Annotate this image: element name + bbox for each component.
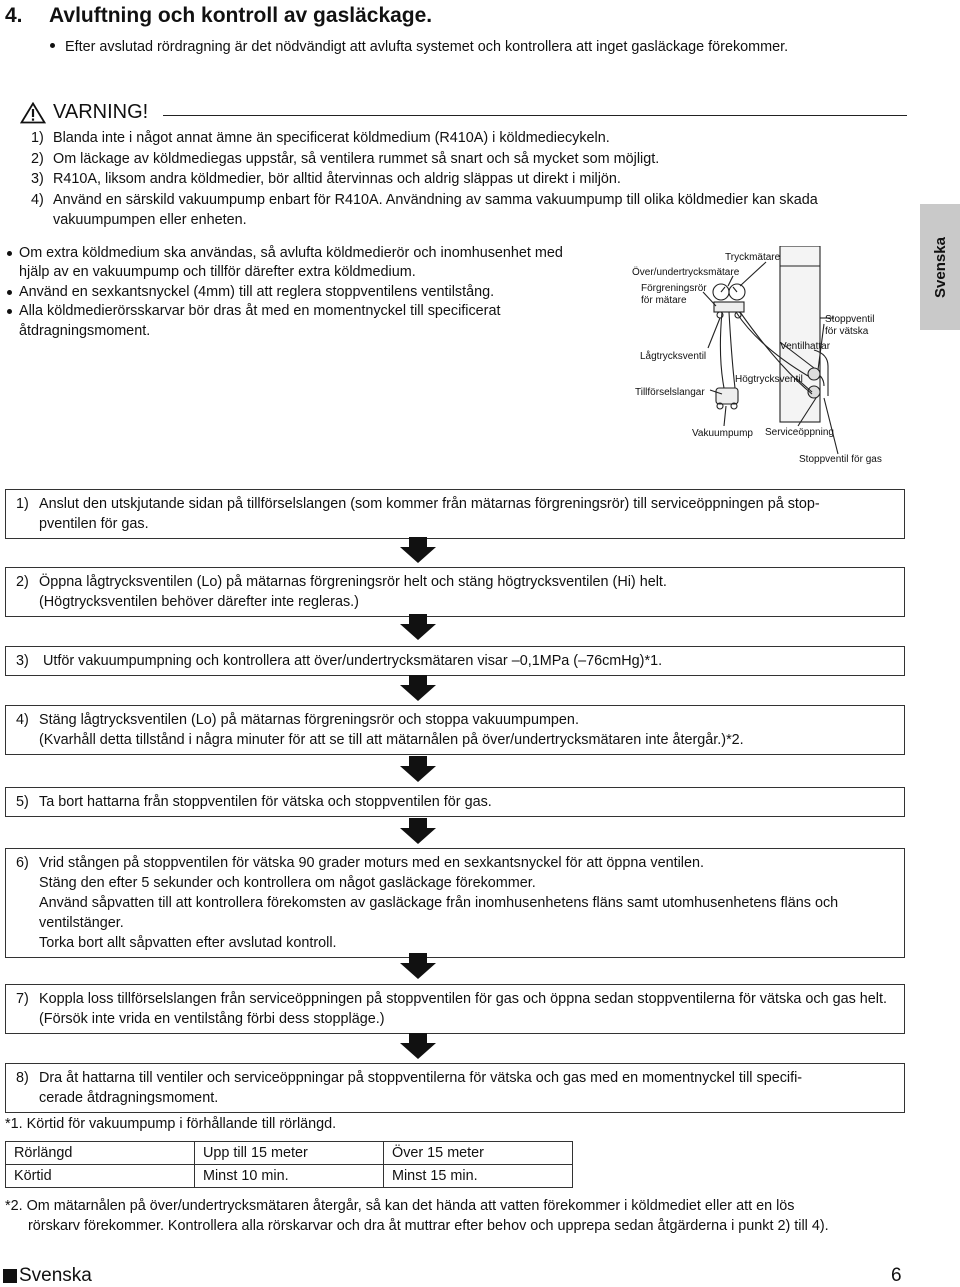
step-line: pventilen för gas. — [39, 516, 149, 532]
warning-item-text: R410A, liksom andra köldmedier, bör alltid återvinnas och aldrig släppas ut direkt i miljön. — [53, 171, 621, 188]
label-stoppventil-for-gas: Stoppventil för gas — [799, 454, 882, 465]
step-line: Stäng lågtrycksventilen (Lo) på mätarnas förgreningsrör och stoppa vakuumpumpen. — [39, 712, 579, 728]
step-row — [16, 1068, 896, 1108]
bullet-icon — [5, 283, 19, 302]
list-item-text: Alla köldmedierörsskarvar bör dras åt med en momentnyckel till specificerat åtdragningsmoment. — [19, 303, 501, 339]
down-arrow-icon — [400, 675, 436, 701]
warning-item — [31, 169, 911, 190]
warning-item-number: 1) — [31, 130, 44, 146]
runtime-table — [5, 1141, 573, 1188]
warning-item-number: 2) — [31, 150, 44, 167]
label-lagtrycksventil: Lågtrycksventil — [640, 351, 707, 362]
warning-heading — [20, 101, 148, 124]
step-row — [16, 651, 896, 671]
section-number: 4. — [5, 4, 23, 27]
footnote-1: *1. Körtid för vakuumpump i förhållande till rörlängd. — [5, 1116, 337, 1132]
down-arrow-icon — [400, 818, 436, 844]
label-for-matare: för mätare — [641, 295, 687, 306]
footnote-2 — [5, 1196, 829, 1236]
table-row — [6, 1165, 573, 1188]
step-number: 6) — [16, 855, 29, 871]
label-forgreningsror: Förgreningsrör — [641, 283, 707, 294]
table-cell: Minst 10 min. — [195, 1165, 384, 1188]
warning-item-number: 4) — [31, 191, 44, 208]
label-tillforselslangar: Tillförselslangar — [635, 387, 705, 398]
step-line: cerade åtdragningsmoment. — [39, 1090, 219, 1106]
step-line: Stäng den efter 5 sekunder och kontrollera om något gasläckage förekommer. — [39, 875, 536, 891]
label-tryckmatare: Tryckmätare — [725, 252, 781, 263]
intro-paragraph — [50, 39, 788, 55]
step-row — [16, 572, 896, 612]
step-line: Koppla loss tillförselslangen från serviceöppningen på stoppventilen för gas och öppna sedan stoppventilerna för vätska och gas helt. — [39, 991, 887, 1007]
step-number: 4) — [16, 712, 29, 728]
footnote-2-line: *2. Om mätarnålen på över/undertrycksmätaren återgår, så kan det hända att vatten förekommer i köldmediet eller att en lös — [5, 1198, 795, 1214]
step-number: 3) — [16, 653, 29, 669]
label-stoppventil: Stoppventil — [825, 314, 875, 325]
label-over-undertrycksmatare: Över/undertrycksmätare — [632, 267, 740, 278]
step-line: Dra åt hattarna till ventiler och serviceöppningar på stoppventilerna för vätska och gas med en momentnyckel till specifi- — [39, 1070, 803, 1086]
table-cell: Upp till 15 meter — [195, 1142, 384, 1165]
language-side-tab-label: Svenska — [931, 236, 949, 298]
label-vakuumpump: Vakuumpump — [692, 428, 753, 439]
step-line: ventilstänger. — [39, 915, 124, 931]
footer-language — [3, 1265, 92, 1287]
step-row — [16, 710, 896, 750]
list-item-text: Använd en sexkantsnyckel (4mm) till att reglera stoppventilens ventilstång. — [19, 283, 495, 300]
section-title: Avluftning och kontroll av gasläckage. — [49, 4, 433, 27]
vacuum-setup-diagram — [628, 246, 890, 468]
step-line: (Kvarhåll detta tillstånd i några minuter för att se till att mätarnålen på över/undertrycksmätaren inte återgår.)*2. — [39, 732, 744, 748]
intro-text: Efter avslutad rördragning är det nödvändigt att avlufta systemet och kontrollera att inget gasläckage förekommer. — [65, 39, 789, 55]
step-number: 1) — [16, 496, 29, 512]
step-box — [5, 646, 905, 676]
step-number: 8) — [16, 1070, 29, 1086]
bullet-icon — [5, 302, 19, 341]
step-line: Öppna lågtrycksventilen (Lo) på mätarnas förgreningsrör helt och stäng högtrycksventilen (Hi) helt. — [39, 574, 667, 590]
warning-triangle-icon — [20, 102, 46, 124]
step-line: (Försök inte vrida en ventilstång förbi dess stoppläge.) — [39, 1011, 385, 1027]
label-for-vatska: för vätska — [825, 326, 869, 337]
step-box — [5, 489, 905, 539]
step-box — [5, 787, 905, 817]
down-arrow-icon — [400, 537, 436, 563]
label-ventilhattar: Ventilhattar — [780, 341, 831, 352]
step-box — [5, 848, 905, 958]
step-line: Ta bort hattarna från stoppventilen för vätska och stoppventilen för gas. — [39, 794, 492, 810]
language-side-tab — [920, 204, 960, 330]
table-cell: Över 15 meter — [384, 1142, 573, 1165]
warning-item-text: Om läckage av köldmediegas uppstår, så ventilera rummet så snart och så mycket som möjligt. — [53, 150, 660, 167]
label-serviceoppning: Serviceöppning — [765, 427, 834, 438]
warning-list — [31, 128, 911, 231]
step-line: Utför vakuumpumpning och kontrollera att över/undertrycksmätaren visar –0,1MPa (–76cmHg)*1. — [39, 653, 663, 669]
square-icon — [3, 1269, 17, 1283]
list-item — [5, 244, 585, 283]
down-arrow-icon — [400, 953, 436, 979]
step-number: 7) — [16, 991, 29, 1007]
bullet-icon — [5, 244, 19, 283]
step-number: 2) — [16, 574, 29, 590]
footnote-2-line: rörskarv förekommer. Kontrollera alla rörskarvar och dra åt muttrar efter behov och upprepa sedan åtgärderna i punkt 2) till 4). — [28, 1218, 829, 1234]
warning-item-number: 3) — [31, 171, 44, 188]
down-arrow-icon — [400, 614, 436, 640]
step-box — [5, 984, 905, 1034]
list-item — [5, 283, 585, 302]
step-box — [5, 705, 905, 755]
step-line: Vrid stången på stoppventilen för vätska 90 grader moturs med en sexkantsnyckel för att öppna ventilen. — [39, 855, 705, 871]
down-arrow-icon — [400, 1033, 436, 1059]
warning-item-text: Blanda inte i något annat ämne än specificerat köldmedium (R410A) i köldmediecykeln. — [53, 130, 610, 146]
table-cell: Rörlängd — [6, 1142, 195, 1165]
step-line: Använd såpvatten till att kontrollera förekomsten av gasläckage från inomhusenhetens fläns samt utomhusenhetens fläns och — [39, 895, 839, 911]
label-hogtrycksventil: Högtrycksventil — [735, 374, 803, 385]
step-line: Torka bort allt såpvatten efter avslutad kontroll. — [39, 935, 337, 951]
step-box — [5, 1063, 905, 1113]
section-heading — [5, 4, 432, 28]
bullet-icon — [50, 43, 55, 48]
warning-rule — [163, 115, 907, 116]
table-cell: Minst 15 min. — [384, 1165, 573, 1188]
warning-item-text: Använd en särskild vakuumpump enbart för R410A. Användning av samma vakuumpump till olika köldmedier kan skada vakuumpumpen eller enheten. — [53, 191, 818, 229]
page-number: 6 — [891, 1265, 902, 1286]
list-item — [5, 302, 585, 341]
table-row — [6, 1142, 573, 1165]
step-row — [16, 792, 896, 812]
footer-language-label: Svenska — [19, 1265, 92, 1286]
list-item-text: Om extra köldmedium ska användas, så avlufta köldmedierör och inomhusenhet med hjälp av en vakuumpump och tillför därefter extra köldmedium. — [19, 245, 563, 281]
warning-item — [31, 128, 911, 149]
warning-item — [31, 190, 911, 231]
warning-item — [31, 149, 911, 170]
step-row — [16, 989, 896, 1029]
bullet-list — [5, 244, 585, 341]
step-line: (Högtrycksventilen behöver därefter inte regleras.) — [39, 594, 359, 610]
step-line: Anslut den utskjutande sidan på tillförselslangen (som kommer från mätarnas förgreningsrör) till serviceöppningen på stop- — [39, 496, 820, 512]
down-arrow-icon — [400, 756, 436, 782]
warning-title: VARNING! — [53, 101, 149, 123]
step-box — [5, 567, 905, 617]
step-number: 5) — [16, 794, 29, 810]
table-cell: Körtid — [6, 1165, 195, 1188]
step-row — [16, 853, 896, 953]
step-row — [16, 494, 896, 534]
